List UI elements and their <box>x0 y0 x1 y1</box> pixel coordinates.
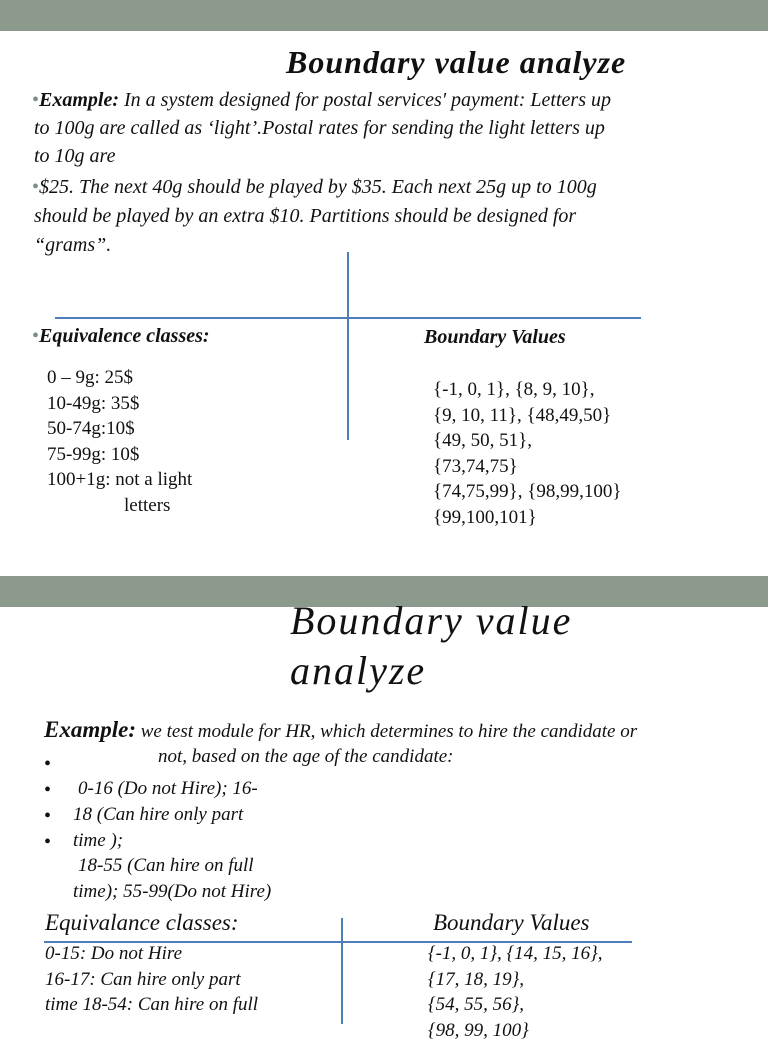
slide1-boundary-list <box>433 377 621 530</box>
example-label: Example: <box>39 89 119 111</box>
bullet-icon: • <box>32 325 39 347</box>
slide1-equivalence-list <box>47 365 192 518</box>
bullet-icon: • <box>44 803 51 829</box>
list-item: letters <box>47 493 192 519</box>
slide2-boundary-list <box>428 941 602 1043</box>
list-item: 18-55 (Can hire on full <box>73 853 271 879</box>
slide1-bullet1 <box>32 86 611 170</box>
list-item: time 18-54: Can hire on full <box>45 992 258 1018</box>
bullet1-line: In a system designed for postal services' payment: Letters up <box>119 89 611 111</box>
slide1-boundary-heading: Boundary Values <box>424 326 566 349</box>
bullet-icon: • <box>44 829 51 855</box>
bullet2-line: should be played by an extra $10. Partitions should be designed for <box>32 202 597 231</box>
slide1-table-horizontal-line <box>55 317 641 319</box>
slide2-title: Boundary value analyze <box>290 596 572 696</box>
list-item: 10-49g: 35$ <box>47 391 192 417</box>
list-item: {17, 18, 19}, <box>428 967 602 993</box>
list-item: 0-15: Do not Hire <box>45 941 258 967</box>
slide2-equivalence-heading: Equivalance classes: <box>45 910 239 936</box>
bullet1-line: to 100g are called as ‘light’.Postal rates for sending the light letters up <box>32 114 611 142</box>
slide2-table-vertical-line <box>341 918 343 1024</box>
list-item: {74,75,99}, {98,99,100} <box>433 479 621 505</box>
list-item: 0 – 9g: 25$ <box>47 365 192 391</box>
list-item: time ); <box>73 828 271 854</box>
list-item: {54, 55, 56}, <box>428 992 602 1018</box>
example-label: Example: <box>44 717 136 742</box>
list-item: {-1, 0, 1}, {8, 9, 10}, <box>433 377 621 403</box>
list-item: {9, 10, 11}, {48,49,50} <box>433 403 621 429</box>
list-item: {-1, 0, 1}, {14, 15, 16}, <box>428 941 602 967</box>
list-item: 50-74g:10$ <box>47 416 192 442</box>
list-item: {73,74,75} <box>433 454 621 480</box>
slide1-bullet2 <box>32 173 597 260</box>
list-item: {98, 99, 100} <box>428 1018 602 1043</box>
list-item: 18 (Can hire only part <box>73 802 271 828</box>
slide2-equivalence-list <box>45 941 258 1018</box>
slide1-header-band <box>0 0 768 31</box>
bullet-icon: • <box>44 777 51 803</box>
slide2-bullet-dots <box>44 751 51 855</box>
list-item: 75-99g: 10$ <box>47 442 192 468</box>
bullet2-line: “grams”. <box>32 231 597 260</box>
list-item: {99,100,101} <box>433 505 621 531</box>
bullet2-line: $25. The next 40g should be played by $35. Each next 25g up to 100g <box>39 176 597 198</box>
list-item: 0-16 (Do not Hire); 16- <box>73 776 271 802</box>
bullet-icon: • <box>44 751 51 777</box>
list-item: 16-17: Can hire only part <box>45 967 258 993</box>
bullet-icon: • <box>32 176 39 198</box>
slide2-example: Example: we test module for HR, which determines to hire the candidate or not, based on the age of the candidate: <box>44 716 637 771</box>
bullet1-line: to 10g are <box>32 142 611 170</box>
bullet-icon: • <box>32 89 39 111</box>
slide2-criteria-list <box>73 776 271 905</box>
list-item: 100+1g: not a light <box>47 467 192 493</box>
slide1-equivalence-heading: •Equivalence classes: <box>32 325 210 348</box>
list-item: {49, 50, 51}, <box>433 428 621 454</box>
slide1-table-vertical-line <box>347 252 349 440</box>
slide2-boundary-heading: Boundary Values <box>433 910 590 936</box>
list-item: time); 55-99(Do not Hire) <box>73 879 271 905</box>
slide1-title: Boundary value analyze <box>286 44 626 81</box>
